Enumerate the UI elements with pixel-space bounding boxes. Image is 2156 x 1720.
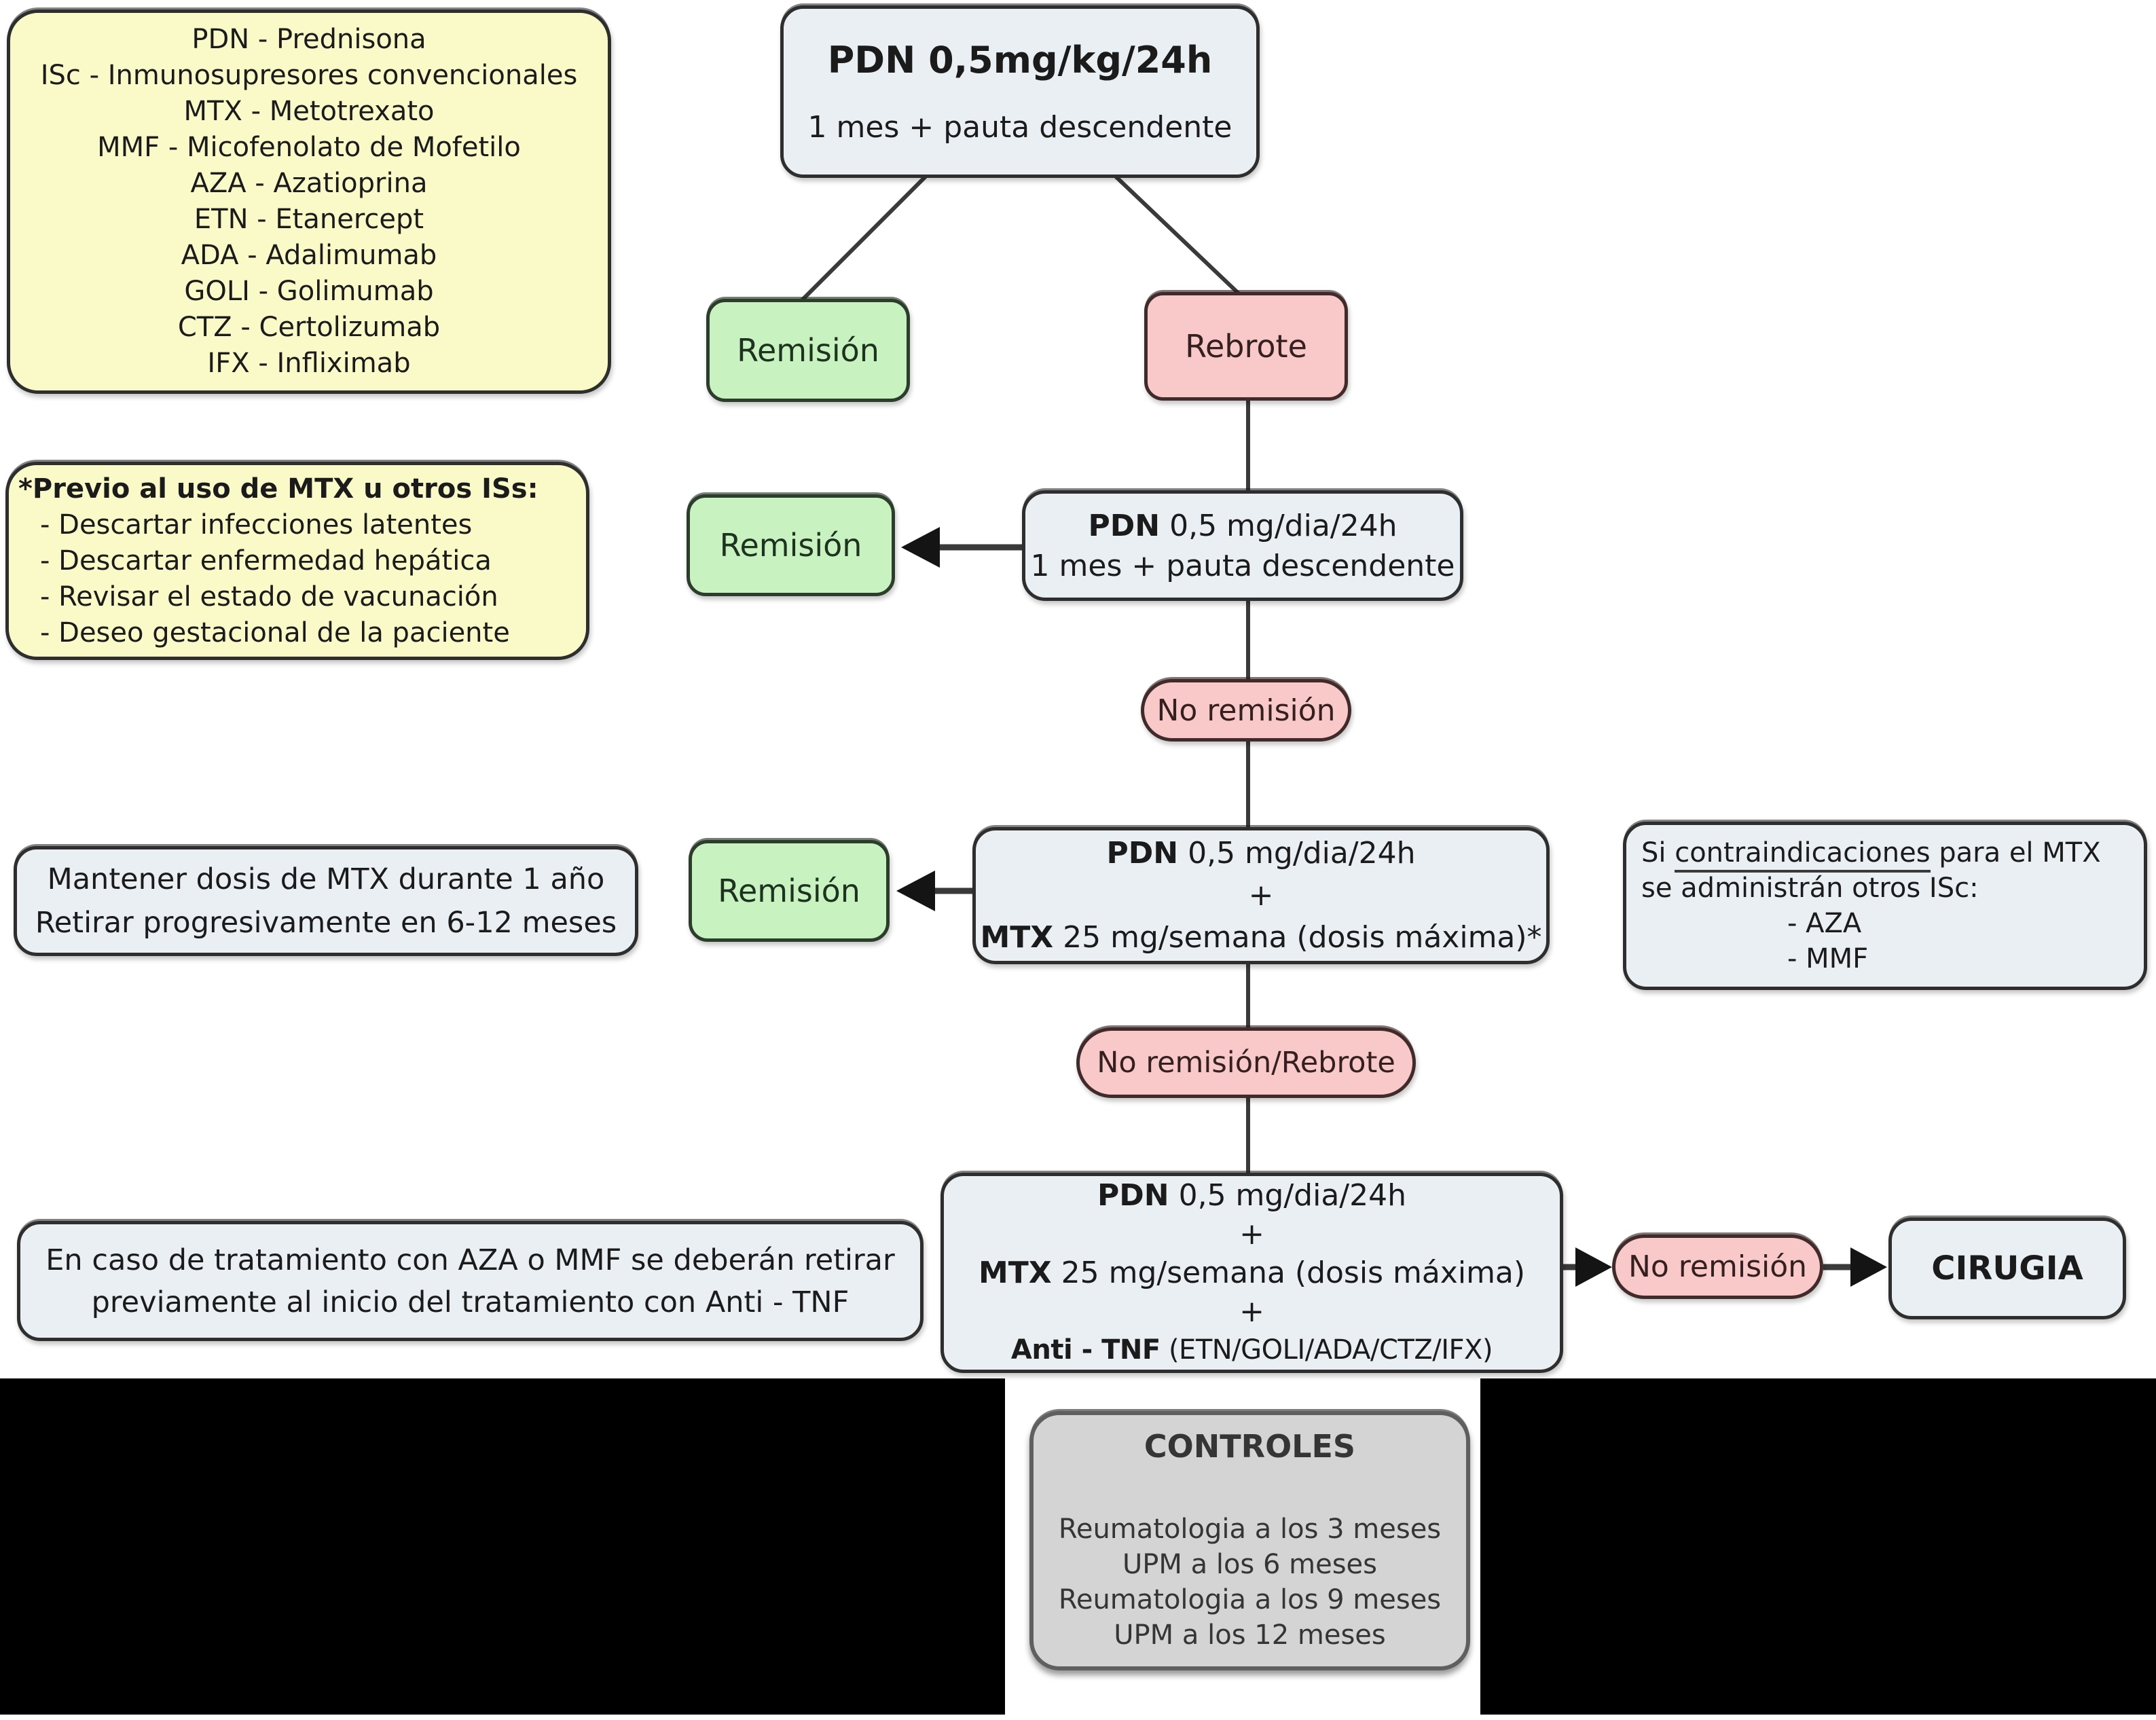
remision-node-3-label: Remisión: [718, 873, 860, 909]
contraind-item: - AZA: [1787, 908, 1862, 939]
rebrote-node: [1144, 292, 1348, 401]
encaso-line2: previamente al inicio del tratamiento con Anti - TNF: [91, 1285, 849, 1319]
arrow-step3-to-remision3-head: [896, 871, 935, 911]
legend-box: [7, 10, 611, 394]
mantener-line2: Retirar progresivamente en 6-12 meses: [35, 906, 617, 940]
step3-dose1: 0,5 mg/dia/24h: [1178, 836, 1416, 871]
contraind-item: - MMF: [1787, 943, 1869, 974]
no-remision-badge-2: [1612, 1234, 1823, 1299]
previo-item: - Deseo gestacional de la paciente: [40, 617, 510, 648]
previo-item: - Descartar enfermedad hepática: [40, 545, 492, 577]
legend-line: IFX - Infliximab: [207, 348, 411, 379]
start-node-dose: PDN 0,5mg/kg/24h: [827, 39, 1213, 81]
redaction-left: [0, 1378, 1005, 1715]
no-remision-rebrote-badge: [1076, 1027, 1416, 1098]
start-node: [780, 5, 1260, 178]
step2-drug: PDN: [1088, 508, 1161, 543]
legend-line: AZA - Azatioprina: [190, 168, 428, 199]
step3-node: [972, 827, 1550, 964]
contraindications-note-box: [1623, 822, 2147, 990]
step3-line2: [980, 917, 1541, 959]
previo-item: - Descartar infecciones latentes: [40, 509, 473, 541]
start-node-duration: 1 mes + pauta descendente: [807, 110, 1232, 145]
step4-plus2: +: [1239, 1294, 1264, 1329]
no-remision-badge-2-label: No remisión: [1628, 1249, 1808, 1284]
step3-drug1: PDN: [1106, 836, 1179, 871]
contraind-line2: se administrán otros ISc:: [1641, 873, 1979, 904]
legend-line: ETN - Etanercept: [194, 204, 424, 235]
legend-line: GOLI - Golimumab: [184, 276, 434, 307]
no-remision-rebrote-label: No remisión/Rebrote: [1097, 1046, 1395, 1080]
controles-item: Reumatologia a los 9 meses: [1058, 1584, 1442, 1615]
step4-dose1: 0,5 mg/dia/24h: [1169, 1178, 1406, 1213]
remision-node-1-label: Remisión: [737, 332, 879, 369]
controles-item: Reumatologia a los 3 meses: [1058, 1514, 1442, 1545]
connector-start-to-remision1: [801, 175, 927, 301]
redaction-right: [1480, 1378, 2156, 1715]
legend-line: CTZ - Certolizumab: [177, 312, 441, 343]
arrow-noremision2-to-cirugia-head: [1850, 1247, 1887, 1287]
remision-node-2-label: Remisión: [719, 527, 862, 564]
connector-start-to-rebrote: [1114, 175, 1240, 295]
controles-item: UPM a los 12 meses: [1114, 1620, 1386, 1651]
step4-dose2: 25 mg/semana (dosis máxima): [1051, 1256, 1526, 1290]
remision-node-2: [687, 494, 895, 596]
step4-drug2: MTX: [978, 1256, 1052, 1290]
step4-line3: [1011, 1331, 1493, 1370]
step4-line2: [979, 1254, 1525, 1292]
contraind-prefix: Si: [1641, 837, 1675, 868]
controles-item: UPM a los 6 meses: [1122, 1549, 1378, 1580]
contraind-line1: [1641, 835, 2101, 871]
arrow-step4-to-noremision2-head: [1575, 1247, 1612, 1287]
step2-line2: 1 mes + pauta descendente: [1030, 548, 1455, 583]
step4-node: [940, 1173, 1563, 1373]
legend-line: PDN - Prednisona: [191, 24, 426, 55]
no-remision-badge-1-label: No remisión: [1156, 693, 1336, 728]
remision-node-1: [706, 299, 910, 402]
mantener-line1: Mantener dosis de MTX durante 1 año: [47, 862, 605, 896]
no-remision-badge-1: [1141, 679, 1351, 742]
mantener-note-box: [14, 846, 638, 956]
legend-line: MTX - Metotrexato: [183, 96, 435, 127]
rebrote-node-label: Rebrote: [1185, 328, 1307, 365]
remision-node-3: [689, 840, 890, 942]
legend-line: MMF - Micofenolato de Mofetilo: [97, 132, 521, 163]
step3-line1: [1107, 832, 1416, 875]
encaso-line1: En caso de tratamiento con AZA o MMF se deberán retirar: [45, 1243, 895, 1277]
step4-drug1: PDN: [1097, 1178, 1169, 1213]
cirugia-node: [1888, 1218, 2126, 1319]
controles-title: CONTROLES: [1144, 1428, 1356, 1465]
previo-title: *Previo al uso de MTX u otros ISs:: [18, 473, 538, 505]
step4-dose3: (ETN/GOLI/ADA/CTZ/IFX): [1160, 1334, 1493, 1366]
encaso-note-box: [17, 1221, 924, 1341]
step4-drug3: Anti - TNF: [1010, 1334, 1161, 1366]
controles-box: [1029, 1411, 1470, 1670]
contraind-underlined: contraindicaciones: [1675, 837, 1930, 873]
cirugia-label: CIRUGIA: [1931, 1249, 2083, 1287]
step4-line1: [1097, 1176, 1406, 1215]
previo-item: - Revisar el estado de vacunación: [40, 581, 498, 612]
arrow-step2-to-remision2-head: [901, 527, 940, 568]
legend-line: ISc - Inmunosupresores convencionales: [40, 60, 578, 91]
step3-plus: +: [1248, 878, 1274, 913]
previo-note-box: [5, 462, 589, 660]
step3-dose2: 25 mg/semana (dosis máxima)*: [1053, 920, 1542, 955]
step4-plus1: +: [1239, 1217, 1264, 1251]
step2-node: [1022, 490, 1463, 601]
step3-drug2: MTX: [980, 920, 1054, 955]
step2-dose: 0,5 mg/dia/24h: [1160, 508, 1397, 543]
legend-line: ADA - Adalimumab: [181, 240, 437, 271]
step2-line1: [1089, 509, 1397, 543]
contraind-suffix: para el MTX: [1930, 837, 2101, 868]
